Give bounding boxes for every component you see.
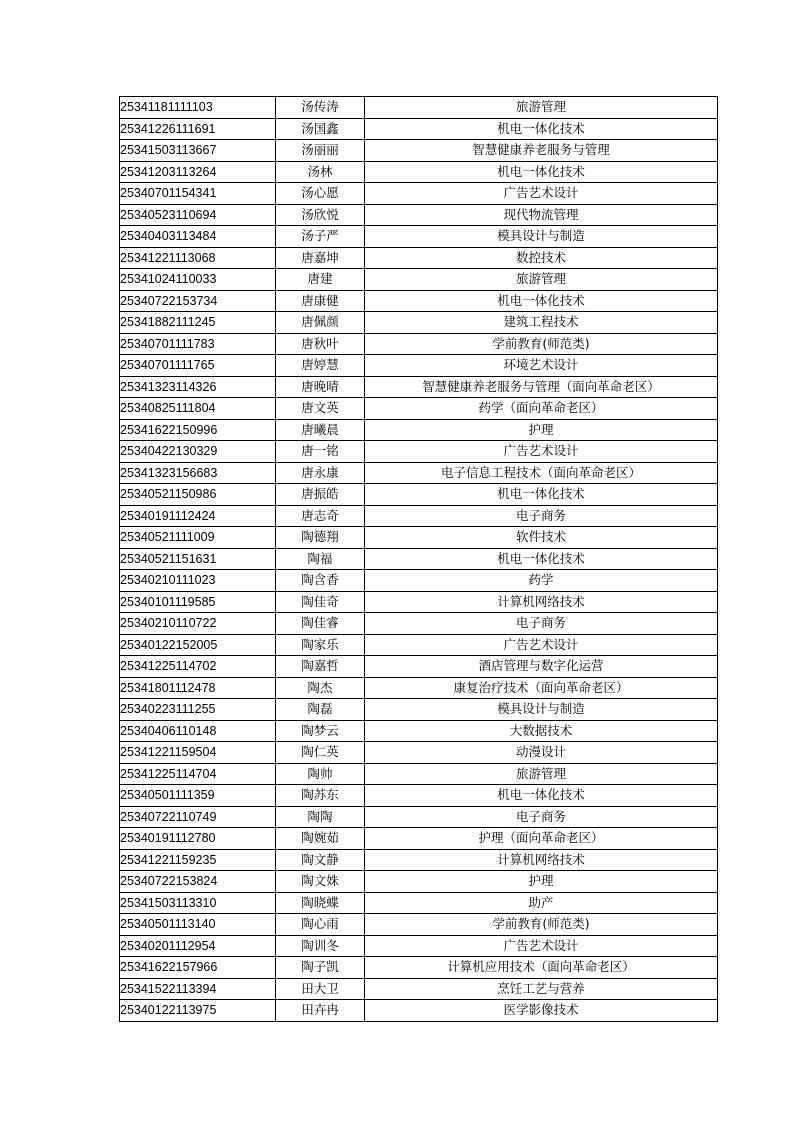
student-name-cell: 唐振皓 [276, 484, 365, 506]
student-roster-table [119, 96, 718, 1022]
major-cell: 广告艺术设计 [365, 634, 718, 656]
student-name-cell: 陶福 [276, 548, 365, 570]
table-row [120, 591, 718, 613]
table-row [120, 269, 718, 291]
student-name-cell: 唐晚晴 [276, 376, 365, 398]
student-name-cell: 唐建 [276, 269, 365, 291]
major-cell: 动漫设计 [365, 742, 718, 764]
student-name-cell: 陶婉茹 [276, 828, 365, 850]
student-id-cell: 25340722153734 [120, 290, 276, 312]
student-id-cell: 25340403113484 [120, 226, 276, 248]
student-id-cell: 25340501113140 [120, 914, 276, 936]
student-id-cell: 25340521151631 [120, 548, 276, 570]
student-id-cell: 25341024110033 [120, 269, 276, 291]
major-cell: 学前教育(师范类) [365, 914, 718, 936]
table-row [120, 419, 718, 441]
student-name-cell: 汤心愿 [276, 183, 365, 205]
student-id-cell: 25341801112478 [120, 677, 276, 699]
student-id-cell: 25341225114704 [120, 763, 276, 785]
student-name-cell: 汤林 [276, 161, 365, 183]
student-id-cell: 25340422130329 [120, 441, 276, 463]
table-row [120, 957, 718, 979]
student-id-cell: 25340701111765 [120, 355, 276, 377]
table-row [120, 398, 718, 420]
student-name-cell: 唐嘉坤 [276, 247, 365, 269]
major-cell: 机电一体化技术 [365, 785, 718, 807]
table-row [120, 699, 718, 721]
table-row [120, 247, 718, 269]
major-cell: 机电一体化技术 [365, 161, 718, 183]
table-row [120, 441, 718, 463]
student-id-cell: 25340701154341 [120, 183, 276, 205]
roster-body [120, 97, 718, 1022]
major-cell: 药学（面向革命老区） [365, 398, 718, 420]
table-row [120, 226, 718, 248]
major-cell: 旅游管理 [365, 97, 718, 119]
major-cell: 广告艺术设计 [365, 935, 718, 957]
major-cell: 智慧健康养老服务与管理 [365, 140, 718, 162]
student-id-cell: 25340101119585 [120, 591, 276, 613]
student-name-cell: 陶家乐 [276, 634, 365, 656]
student-name-cell: 唐永康 [276, 462, 365, 484]
student-id-cell: 25341221159235 [120, 849, 276, 871]
student-id-cell: 25340210110722 [120, 613, 276, 635]
table-row [120, 140, 718, 162]
student-name-cell: 唐婷慧 [276, 355, 365, 377]
table-row [120, 978, 718, 1000]
student-name-cell: 陶梦云 [276, 720, 365, 742]
student-name-cell: 陶嘉哲 [276, 656, 365, 678]
student-id-cell: 25340122113975 [120, 1000, 276, 1022]
student-id-cell: 25341221159504 [120, 742, 276, 764]
student-id-cell: 25340201112954 [120, 935, 276, 957]
table-row [120, 828, 718, 850]
major-cell: 机电一体化技术 [365, 290, 718, 312]
table-row [120, 183, 718, 205]
table-row [120, 1000, 718, 1022]
table-row [120, 484, 718, 506]
student-name-cell: 陶佳奇 [276, 591, 365, 613]
table-row [120, 613, 718, 635]
student-id-cell: 25341323114326 [120, 376, 276, 398]
table-row [120, 720, 718, 742]
student-id-cell: 25340521150986 [120, 484, 276, 506]
major-cell: 机电一体化技术 [365, 484, 718, 506]
major-cell: 旅游管理 [365, 269, 718, 291]
student-name-cell: 汤国鑫 [276, 118, 365, 140]
major-cell: 护理（面向革命老区） [365, 828, 718, 850]
student-id-cell: 25341203113264 [120, 161, 276, 183]
table-row [120, 312, 718, 334]
student-name-cell: 陶晓蝶 [276, 892, 365, 914]
student-id-cell: 25341622150996 [120, 419, 276, 441]
table-row [120, 570, 718, 592]
major-cell: 机电一体化技术 [365, 118, 718, 140]
table-row [120, 763, 718, 785]
table-row [120, 742, 718, 764]
student-id-cell: 25341181111103 [120, 97, 276, 119]
student-name-cell: 陶佳睿 [276, 613, 365, 635]
student-name-cell: 陶仁英 [276, 742, 365, 764]
student-name-cell: 田大卫 [276, 978, 365, 1000]
student-id-cell: 25340722153824 [120, 871, 276, 893]
table-row [120, 806, 718, 828]
table-row [120, 677, 718, 699]
student-name-cell: 汤丽丽 [276, 140, 365, 162]
student-name-cell: 陶子凯 [276, 957, 365, 979]
major-cell: 电子信息工程技术（面向革命老区） [365, 462, 718, 484]
major-cell: 模具设计与制造 [365, 226, 718, 248]
student-id-cell: 25340521111009 [120, 527, 276, 549]
table-row [120, 462, 718, 484]
student-name-cell: 陶帅 [276, 763, 365, 785]
student-id-cell: 25340406110148 [120, 720, 276, 742]
student-name-cell: 陶心雨 [276, 914, 365, 936]
student-id-cell: 25341225114702 [120, 656, 276, 678]
student-name-cell: 陶陶 [276, 806, 365, 828]
table-row [120, 290, 718, 312]
student-name-cell: 陶文姝 [276, 871, 365, 893]
student-name-cell: 唐曦晨 [276, 419, 365, 441]
student-name-cell: 陶含香 [276, 570, 365, 592]
major-cell: 电子商务 [365, 613, 718, 635]
student-name-cell: 汤传涛 [276, 97, 365, 119]
student-id-cell: 25340722110749 [120, 806, 276, 828]
student-id-cell: 25340191112424 [120, 505, 276, 527]
table-row [120, 634, 718, 656]
major-cell: 酒店管理与数字化运营 [365, 656, 718, 678]
student-name-cell: 唐秋叶 [276, 333, 365, 355]
student-name-cell: 汤欣悦 [276, 204, 365, 226]
student-id-cell: 25341503113667 [120, 140, 276, 162]
student-name-cell: 陶磊 [276, 699, 365, 721]
student-id-cell: 25340210111023 [120, 570, 276, 592]
student-name-cell: 唐康健 [276, 290, 365, 312]
student-id-cell: 25341622157966 [120, 957, 276, 979]
table-row [120, 849, 718, 871]
student-id-cell: 25341226111691 [120, 118, 276, 140]
table-row [120, 914, 718, 936]
major-cell: 学前教育(师范类) [365, 333, 718, 355]
student-name-cell: 陶文静 [276, 849, 365, 871]
major-cell: 大数据技术 [365, 720, 718, 742]
student-id-cell: 25341503113310 [120, 892, 276, 914]
student-id-cell: 25340501111359 [120, 785, 276, 807]
student-id-cell: 25341221113068 [120, 247, 276, 269]
table-row [120, 871, 718, 893]
student-id-cell: 25340223111255 [120, 699, 276, 721]
table-row [120, 656, 718, 678]
table-row [120, 97, 718, 119]
major-cell: 环境艺术设计 [365, 355, 718, 377]
table-row [120, 892, 718, 914]
major-cell: 助产 [365, 892, 718, 914]
table-row [120, 376, 718, 398]
student-name-cell: 汤子严 [276, 226, 365, 248]
student-name-cell: 田卉冉 [276, 1000, 365, 1022]
major-cell: 广告艺术设计 [365, 441, 718, 463]
table-row [120, 161, 718, 183]
table-row [120, 333, 718, 355]
table-row [120, 204, 718, 226]
table-row [120, 118, 718, 140]
student-name-cell: 陶训冬 [276, 935, 365, 957]
major-cell: 烹饪工艺与营养 [365, 978, 718, 1000]
student-id-cell: 25340523110694 [120, 204, 276, 226]
major-cell: 模具设计与制造 [365, 699, 718, 721]
table-row [120, 527, 718, 549]
table-row [120, 355, 718, 377]
student-name-cell: 唐一铭 [276, 441, 365, 463]
student-id-cell: 25341522113394 [120, 978, 276, 1000]
major-cell: 现代物流管理 [365, 204, 718, 226]
major-cell: 护理 [365, 419, 718, 441]
student-name-cell: 陶杰 [276, 677, 365, 699]
major-cell: 软件技术 [365, 527, 718, 549]
major-cell: 建筑工程技术 [365, 312, 718, 334]
major-cell: 数控技术 [365, 247, 718, 269]
major-cell: 电子商务 [365, 806, 718, 828]
student-id-cell: 25340191112780 [120, 828, 276, 850]
major-cell: 计算机网络技术 [365, 591, 718, 613]
major-cell: 护理 [365, 871, 718, 893]
major-cell: 机电一体化技术 [365, 548, 718, 570]
major-cell: 药学 [365, 570, 718, 592]
major-cell: 康复治疗技术（面向革命老区） [365, 677, 718, 699]
major-cell: 计算机应用技术（面向革命老区） [365, 957, 718, 979]
student-name-cell: 陶德翔 [276, 527, 365, 549]
major-cell: 医学影像技术 [365, 1000, 718, 1022]
student-name-cell: 唐志奇 [276, 505, 365, 527]
table-row [120, 548, 718, 570]
student-name-cell: 陶苏东 [276, 785, 365, 807]
student-id-cell: 25340122152005 [120, 634, 276, 656]
major-cell: 电子商务 [365, 505, 718, 527]
student-id-cell: 25341323156683 [120, 462, 276, 484]
major-cell: 广告艺术设计 [365, 183, 718, 205]
student-name-cell: 唐佩颜 [276, 312, 365, 334]
student-name-cell: 唐文英 [276, 398, 365, 420]
student-id-cell: 25341882111245 [120, 312, 276, 334]
table-row [120, 785, 718, 807]
table-row [120, 935, 718, 957]
student-id-cell: 25340701111783 [120, 333, 276, 355]
major-cell: 计算机网络技术 [365, 849, 718, 871]
student-id-cell: 25340825111804 [120, 398, 276, 420]
major-cell: 旅游管理 [365, 763, 718, 785]
major-cell: 智慧健康养老服务与管理（面向革命老区） [365, 376, 718, 398]
table-row [120, 505, 718, 527]
